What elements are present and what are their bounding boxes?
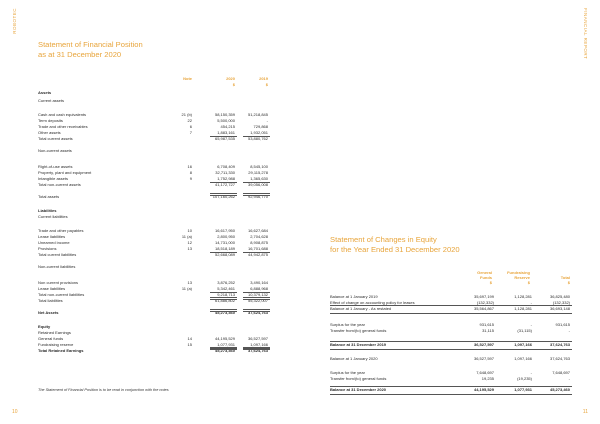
ce-row-c1: 7,648,697 <box>476 370 494 375</box>
fp-row-note: 13 <box>187 280 192 285</box>
ce-row-label: Effect of change on accounting policy for leases <box>330 300 415 305</box>
fp-row-label: Unearned income <box>38 240 70 245</box>
side-brand-label: ROBOTEC <box>12 8 17 34</box>
fp-row-2019: 53,880,762 <box>247 136 268 141</box>
ce-row-c2: (19,235) <box>517 376 532 381</box>
ce-row-c3: 36,825,480 <box>549 294 570 299</box>
page-number-left: 10 <box>12 409 18 415</box>
fp-row-2020: 2,800,950 <box>217 234 235 239</box>
fp-row-label: Trade and other receivables <box>38 124 88 129</box>
changes-in-equity-title-line2: for the Year Ended 31 December 2020 <box>330 244 460 254</box>
ce-table-row <box>330 356 572 362</box>
fp-row-2019: 92,946,770 <box>247 194 268 199</box>
ce-unit2: $ <box>527 280 530 285</box>
fp-total-rule <box>210 297 237 300</box>
ce-row-rule <box>330 386 572 387</box>
fp-row-2019: - <box>266 118 268 123</box>
fp-total-rule <box>243 193 270 196</box>
ce-row-c1: 35,697,199 <box>473 294 494 299</box>
fp-row-2020: 5,500,000 <box>217 118 235 123</box>
fp-row-2020: 6,708,409 <box>217 164 235 169</box>
fp-table-row <box>38 252 278 258</box>
fp-row-note: 13 <box>187 246 192 251</box>
fp-table-row <box>38 214 278 220</box>
fp-row-label: Total current liabilities <box>38 252 77 257</box>
ce-row-label: Balance at 31 December 2019 <box>330 342 387 347</box>
fp-row-2019: 6,888,968 <box>250 286 268 291</box>
fp-row-2020: 45,273,460 <box>214 348 235 353</box>
fp-row-label: Provisions <box>38 246 57 251</box>
ce-row-c2: 1,128,281 <box>514 306 532 311</box>
fp-row-label: Total current assets <box>38 136 73 141</box>
fp-row-2019: 55,322,007 <box>247 298 268 303</box>
ce-unit1: $ <box>489 280 492 285</box>
fp-total-rule <box>243 297 270 300</box>
fp-row-2020: 16,617,950 <box>214 228 235 233</box>
ce-row-c1: 44,195,529 <box>473 387 494 392</box>
ce-col1-line2: Funds <box>480 275 492 280</box>
fp-row-2019: 44,942,875 <box>247 252 268 257</box>
changes-in-equity-table <box>330 0 572 424</box>
fp-row-2020: 1,077,931 <box>217 342 235 347</box>
ce-row-rule <box>330 394 572 395</box>
fp-row-label: General funds <box>38 336 64 341</box>
ce-row-c3: 45,273,460 <box>549 387 570 392</box>
fp-table-row <box>38 98 278 104</box>
fp-row-note: 12 <box>187 240 192 245</box>
ce-row-c2: - <box>530 370 532 375</box>
fp-row-label: Liabilities <box>38 208 57 213</box>
fp-unit-2019: $ <box>265 82 268 87</box>
financial-position-footnote: The Statement of Financial Position is to be read in conjunction with the notes <box>38 388 169 392</box>
fp-row-2020: 5,342,461 <box>217 286 235 291</box>
fp-row-2020: 1,883,161 <box>217 130 235 135</box>
ce-row-rule <box>330 313 572 314</box>
ce-row-c2: 1,128,281 <box>514 294 532 299</box>
ce-table-row <box>330 387 572 393</box>
fp-row-2019: 8,908,875 <box>250 240 268 245</box>
fp-row-label: Assets <box>38 90 52 95</box>
ce-row-label: Transfer from/(to) general funds <box>330 328 387 333</box>
fp-total-rule <box>243 347 270 350</box>
fp-row-note: 22 <box>187 118 192 123</box>
fp-row-2019: 1,932,051 <box>250 130 268 135</box>
fp-row-note: 11 (a) <box>181 286 192 291</box>
ce-col3-line1: Total <box>560 275 570 280</box>
ce-unit3: $ <box>567 280 570 285</box>
fp-row-label: Property, plant and equipment <box>38 170 92 175</box>
fp-total-rule <box>210 193 237 196</box>
ce-row-c1: 931,615 <box>479 322 494 327</box>
ce-col2-line1: Fundraising <box>507 270 530 275</box>
ce-row-c3: 931,615 <box>555 322 570 327</box>
changes-in-equity-title-line1: Statement of Changes in Equity <box>330 235 437 244</box>
fp-row-2019: 729,868 <box>253 124 268 129</box>
ce-row-c3: 7,648,697 <box>552 370 570 375</box>
ce-table-row <box>330 376 572 382</box>
ce-row-c2: - <box>530 300 532 305</box>
fp-row-note: 14 <box>187 336 192 341</box>
fp-row-2020: 14,731,000 <box>214 240 235 245</box>
fp-row-label: Total non-current assets <box>38 182 81 187</box>
fp-row-label: Total non-current liabilities <box>38 292 85 297</box>
fp-row-label: Non-current liabilities <box>38 264 76 269</box>
fp-table-row <box>38 264 278 270</box>
fp-row-label: Retained Earnings <box>38 330 71 335</box>
fp-row-2020: 45,273,460 <box>214 310 235 315</box>
fp-row-label: Non current provisions <box>38 280 79 285</box>
fp-row-label: Total assets <box>38 194 60 199</box>
fp-row-note: 7 <box>189 130 192 135</box>
ce-row-c1: 36,527,597 <box>473 342 494 347</box>
fp-row-2020: 3,876,252 <box>217 280 235 285</box>
ce-row-c1: 31,115 <box>482 328 494 333</box>
fp-col-2019-header: 2019 <box>259 76 268 81</box>
fp-row-label: Fundraising reserve <box>38 342 74 347</box>
financial-position-table <box>38 0 278 424</box>
ce-table-row <box>330 342 572 348</box>
fp-row-2019: 36,527,597 <box>247 336 268 341</box>
fp-table-row <box>38 194 278 200</box>
fp-row-label: Current assets <box>38 98 65 103</box>
ce-row-c2: 1,097,166 <box>514 342 532 347</box>
fp-row-2019: 16,701,688 <box>247 246 268 251</box>
fp-col-note-header: Note <box>183 76 192 81</box>
fp-row-2020: 61,886,802 <box>214 298 235 303</box>
fp-total-rule <box>243 309 270 312</box>
fp-row-note: 6 <box>189 124 192 129</box>
ce-row-c3: - <box>568 328 570 333</box>
fp-row-2019: 3,490,164 <box>250 280 268 285</box>
fp-row-2019: 8,545,100 <box>250 164 268 169</box>
ce-row-c3: 36,693,148 <box>549 306 570 311</box>
fp-row-2019: 16,627,684 <box>247 228 268 233</box>
ce-table-row <box>330 328 572 334</box>
fp-row-2020: 65,987,535 <box>214 136 235 141</box>
ce-row-c3: (132,332) <box>552 300 570 305</box>
ce-row-rule <box>330 349 572 350</box>
fp-row-2019: 10,379,132 <box>247 292 268 297</box>
page-number-right: 11 <box>582 409 588 415</box>
fp-col-2020-header: 2020 <box>226 76 235 81</box>
ce-row-c1: 19,235 <box>481 376 494 381</box>
fp-row-2019: 37,624,763 <box>247 348 268 353</box>
fp-row-label: Total Retained Earnings <box>38 348 84 353</box>
fp-total-rule <box>210 347 237 350</box>
fp-row-label: Net Assets <box>38 310 59 315</box>
fp-row-2019: 39,056,008 <box>247 182 268 187</box>
ce-row-c3: 37,624,763 <box>549 342 570 347</box>
fp-row-2020: 41,172,727 <box>214 182 235 187</box>
fp-row-note: 11 (a) <box>181 234 192 239</box>
ce-table-row <box>330 306 572 312</box>
ce-row-c3: 37,624,763 <box>549 356 570 361</box>
fp-row-2020: 1,752,988 <box>217 176 235 181</box>
fp-row-label: Non-current assets <box>38 148 72 153</box>
fp-table-row <box>38 148 278 154</box>
ce-row-c1: 36,527,597 <box>473 356 494 361</box>
ce-row-c2: - <box>530 322 532 327</box>
ce-row-c3: - <box>568 376 570 381</box>
financial-position-title-line1: Statement of Financial Position <box>38 40 143 49</box>
fp-row-2020: 58,150,359 <box>214 112 235 117</box>
fp-row-note: 21 (b) <box>181 112 192 117</box>
ce-row-rule <box>330 305 572 306</box>
fp-row-2020: 44,195,529 <box>214 336 235 341</box>
fp-row-2019: 1,365,630 <box>250 176 268 181</box>
fp-table-row <box>38 182 278 188</box>
ce-row-label: Balance at 31 December 2020 <box>330 387 387 392</box>
fp-row-label: Term deposits <box>38 118 63 123</box>
fp-row-note: 8 <box>189 170 192 175</box>
ce-row-c1: 35,564,867 <box>473 306 494 311</box>
fp-unit-2020: $ <box>232 82 235 87</box>
fp-row-label: Cash and cash equivalents <box>38 112 87 117</box>
fp-table-row <box>38 136 278 142</box>
ce-col2-line2: Reserve <box>514 275 530 280</box>
fp-row-note: 10 <box>187 228 192 233</box>
ce-row-label: Transfer from/(to) general funds <box>330 376 387 381</box>
fp-row-note: 16 <box>187 164 192 169</box>
fp-row-label: Trade and other payables <box>38 228 84 233</box>
fp-row-2020: 32,711,330 <box>215 170 235 175</box>
fp-row-2019: 1,097,166 <box>250 342 268 347</box>
ce-row-label: Surplus for the year <box>330 322 365 327</box>
fp-row-2020: 107,160,262 <box>212 194 235 199</box>
fp-row-2019: 2,704,628 <box>250 234 268 239</box>
ce-row-rule <box>330 341 572 342</box>
fp-row-label: Current liabilities <box>38 214 68 219</box>
ce-row-c2: 1,097,166 <box>514 356 532 361</box>
fp-row-label: Lease liabilities <box>38 234 66 239</box>
financial-position-title-line2: as at 31 December 2020 <box>38 49 122 59</box>
ce-row-label: Surplus for the year <box>330 370 365 375</box>
fp-row-label: Other assets <box>38 130 61 135</box>
fp-row-2020: 454,215 <box>220 124 235 129</box>
fp-row-2020: 18,518,189 <box>214 246 235 251</box>
fp-row-2020: 52,668,089 <box>214 252 235 257</box>
fp-row-2019: 37,624,763 <box>247 310 268 315</box>
fp-row-label: Equity <box>38 324 51 329</box>
fp-row-2020: 9,218,713 <box>217 292 235 297</box>
fp-table-row <box>38 298 278 304</box>
fp-table-row <box>38 310 278 316</box>
fp-row-note: 15 <box>187 342 192 347</box>
side-section-label: FINANCIAL REPORT <box>583 8 588 60</box>
ce-row-label: Balance at 1 January 2020 <box>330 356 378 361</box>
fp-table-row <box>38 348 278 354</box>
ce-col1-line1: General <box>477 270 492 275</box>
ce-row-label: Balance at 1 January 2019 <box>330 294 378 299</box>
fp-table-row <box>38 90 278 96</box>
fp-row-label: Total liabilities <box>38 298 63 303</box>
fp-row-2019: 29,115,278 <box>248 170 268 175</box>
fp-total-rule <box>210 309 237 312</box>
ce-row-c2: (31,115) <box>517 328 532 333</box>
fp-row-label: Right-of-use assets <box>38 164 73 169</box>
ce-row-label: Balance at 1 January - As restated <box>330 306 392 311</box>
fp-row-note: 9 <box>189 176 192 181</box>
fp-row-label: Intangible assets <box>38 176 69 181</box>
fp-row-label: Lease liabilities <box>38 286 66 291</box>
ce-row-c1: (132,332) <box>476 300 494 305</box>
fp-row-2019: 51,218,845 <box>247 112 268 117</box>
ce-row-c2: 1,077,931 <box>514 387 532 392</box>
